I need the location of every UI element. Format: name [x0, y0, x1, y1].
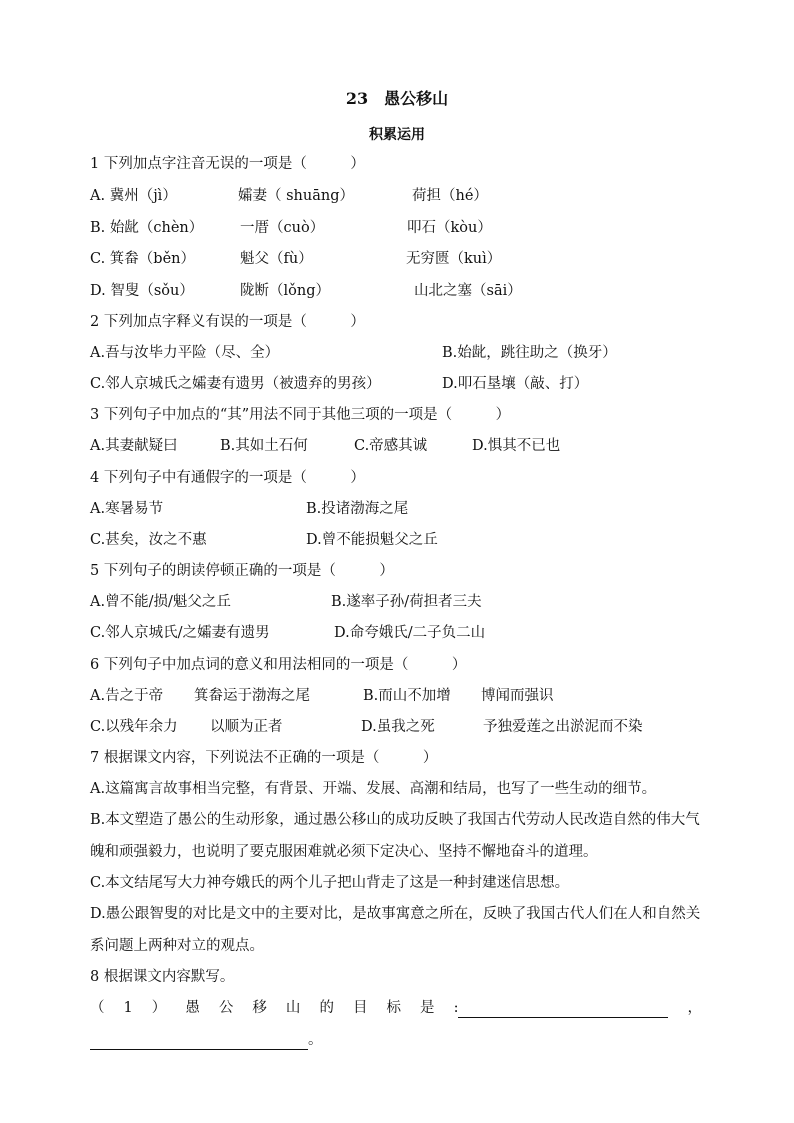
- q6-d-1: D.虽我之死: [361, 719, 435, 735]
- q8-char: 移: [252, 1000, 267, 1016]
- q8-char: ）: [151, 1000, 167, 1016]
- q4-b: B.投诸渤海之尾: [306, 501, 409, 517]
- q5-b: B.遂率子孙/荷担者三夫: [331, 594, 482, 610]
- q5-stem: 5 下列句子的朗读停顿正确的一项是（ ）: [90, 563, 394, 579]
- q4-d: D.曾不能损魁父之丘: [306, 532, 438, 548]
- q6-d-2: 予独爱莲之出淤泥而不染: [483, 719, 643, 735]
- q7-option-b: B.本文塑造了愚公的生动形象，通过愚公移山的成功反映了我国古代劳动人民改造自然的伟大气魄和顽强毅力，也说明了要克服困难就必须下定决心、坚持不懈地奋斗的道理。: [90, 812, 700, 860]
- q6-b-2: 博闻而强识: [481, 688, 554, 704]
- q1-d-1: D. 智叟（sǒu）: [90, 283, 194, 299]
- q8-stem: 8 根据课文内容默写。: [90, 969, 235, 985]
- q8-answer-group: [454, 998, 669, 1018]
- q1-stem: 1 下列加点字注音无误的一项是（ ）: [90, 156, 365, 172]
- q4-stem: 4 下列句子中有通假字的一项是（ ）: [90, 470, 365, 486]
- q5-c: C.邻人京城氏/之孀妻有遗男: [90, 625, 270, 641]
- q5-a: A.曾不能/损/魁父之丘: [90, 594, 231, 610]
- q1-c-3: 无穷匮（kuì）: [406, 251, 502, 267]
- q8-char: 公: [218, 1000, 234, 1016]
- q4-a: A.寒暑易节: [90, 501, 164, 517]
- q8-char: 是: [420, 1000, 435, 1016]
- q7-option-c: C.本文结尾写大力神夸娥氏的两个儿子把山背走了这是一种封建迷信思想。: [90, 875, 570, 891]
- q8-answer-blank-2[interactable]: [90, 1033, 308, 1050]
- q8-char: 愚: [185, 1000, 200, 1016]
- q7-stem: 7 根据课文内容，下列说法不正确的一项是（ ）: [90, 750, 438, 766]
- q6-a-1: A.告之于帝: [90, 688, 164, 704]
- q8-answer-blank-1[interactable]: [458, 1001, 668, 1018]
- q7-option-d: D.愚公跟智叟的对比是文中的主要对比，是故事寓意之所在，反映了我国古代人们在人和自然关系问题上两种对立的观点。: [90, 906, 701, 954]
- q1-b-1: B. 始龀（chèn）: [90, 220, 204, 236]
- q1-c-2: 魁父（fù）: [240, 251, 313, 267]
- q8-item1-row: [90, 998, 702, 1018]
- q3-a: A.其妻献疑曰: [90, 438, 178, 454]
- q2-d: D.叩石垦壤（敲、打）: [442, 376, 589, 392]
- q1-b-3: 叩石（kòu）: [407, 220, 492, 236]
- q8-char: 标: [386, 1000, 402, 1016]
- q2-a: A.吾与汝毕力平险（尽、全）: [90, 345, 280, 361]
- q8-char: 1: [123, 1000, 133, 1016]
- q1-a-2: 孀妻（ shuāng）: [238, 188, 354, 204]
- q6-c-1: C.以残年余力: [90, 719, 178, 735]
- q6-a-2: 箕畚运于渤海之尾: [194, 688, 310, 704]
- q7-option-a: A.这篇寓言故事相当完整，有背景、开端、发展、高潮和结局，也写了一些生动的细节。: [90, 781, 657, 797]
- q6-stem: 6 下列句子中加点词的意义和用法相同的一项是（ ）: [90, 657, 467, 673]
- q2-stem: 2 下列加点字释义有误的一项是（ ）: [90, 314, 365, 330]
- q2-b: B.始龀，跳往助之（换牙）: [442, 345, 617, 361]
- q2-c: C.邻人京城氏之孀妻有遗男（被遗弃的男孩）: [90, 376, 381, 392]
- q8-char: 的: [319, 1000, 334, 1016]
- q1-b-2: 一厝（cuò）: [240, 220, 325, 236]
- q4-c: C.甚矣，汝之不惠: [90, 532, 207, 548]
- page-title: 23 愚公移山: [345, 89, 449, 108]
- q1-a-1: A. 冀州（jì）: [90, 188, 177, 204]
- q6-c-2: 以顺为正者: [210, 719, 283, 735]
- q8-comma: ，: [687, 1000, 702, 1016]
- q8-item1-row2: [90, 1030, 323, 1050]
- q1-d-2: 陇断（lǒng）: [240, 283, 330, 299]
- q3-b: B.其如土石何: [220, 438, 308, 454]
- section-heading: 积累运用: [369, 127, 425, 143]
- q8-char: （: [90, 1000, 105, 1016]
- q8-colon: :: [453, 1000, 459, 1016]
- q5-d: D.命夸娥氏/二子负二山: [334, 625, 486, 641]
- q1-d-3: 山北之塞（sāi）: [414, 283, 522, 299]
- q8-period: 。: [308, 1032, 323, 1048]
- q6-b-1: B.而山不加增: [363, 688, 451, 704]
- q1-a-3: 荷担（hé）: [412, 188, 488, 204]
- q8-char: 目: [352, 1000, 368, 1016]
- q3-d: D.惧其不已也: [472, 438, 561, 454]
- q1-c-1: C. 箕畚（běn）: [90, 251, 195, 267]
- q8-char: 山: [285, 1000, 301, 1016]
- q3-c: C.帝感其诚: [354, 438, 428, 454]
- q3-stem: 3 下列句子中加点的“其”用法不同于其他三项的一项是（ ）: [90, 407, 511, 423]
